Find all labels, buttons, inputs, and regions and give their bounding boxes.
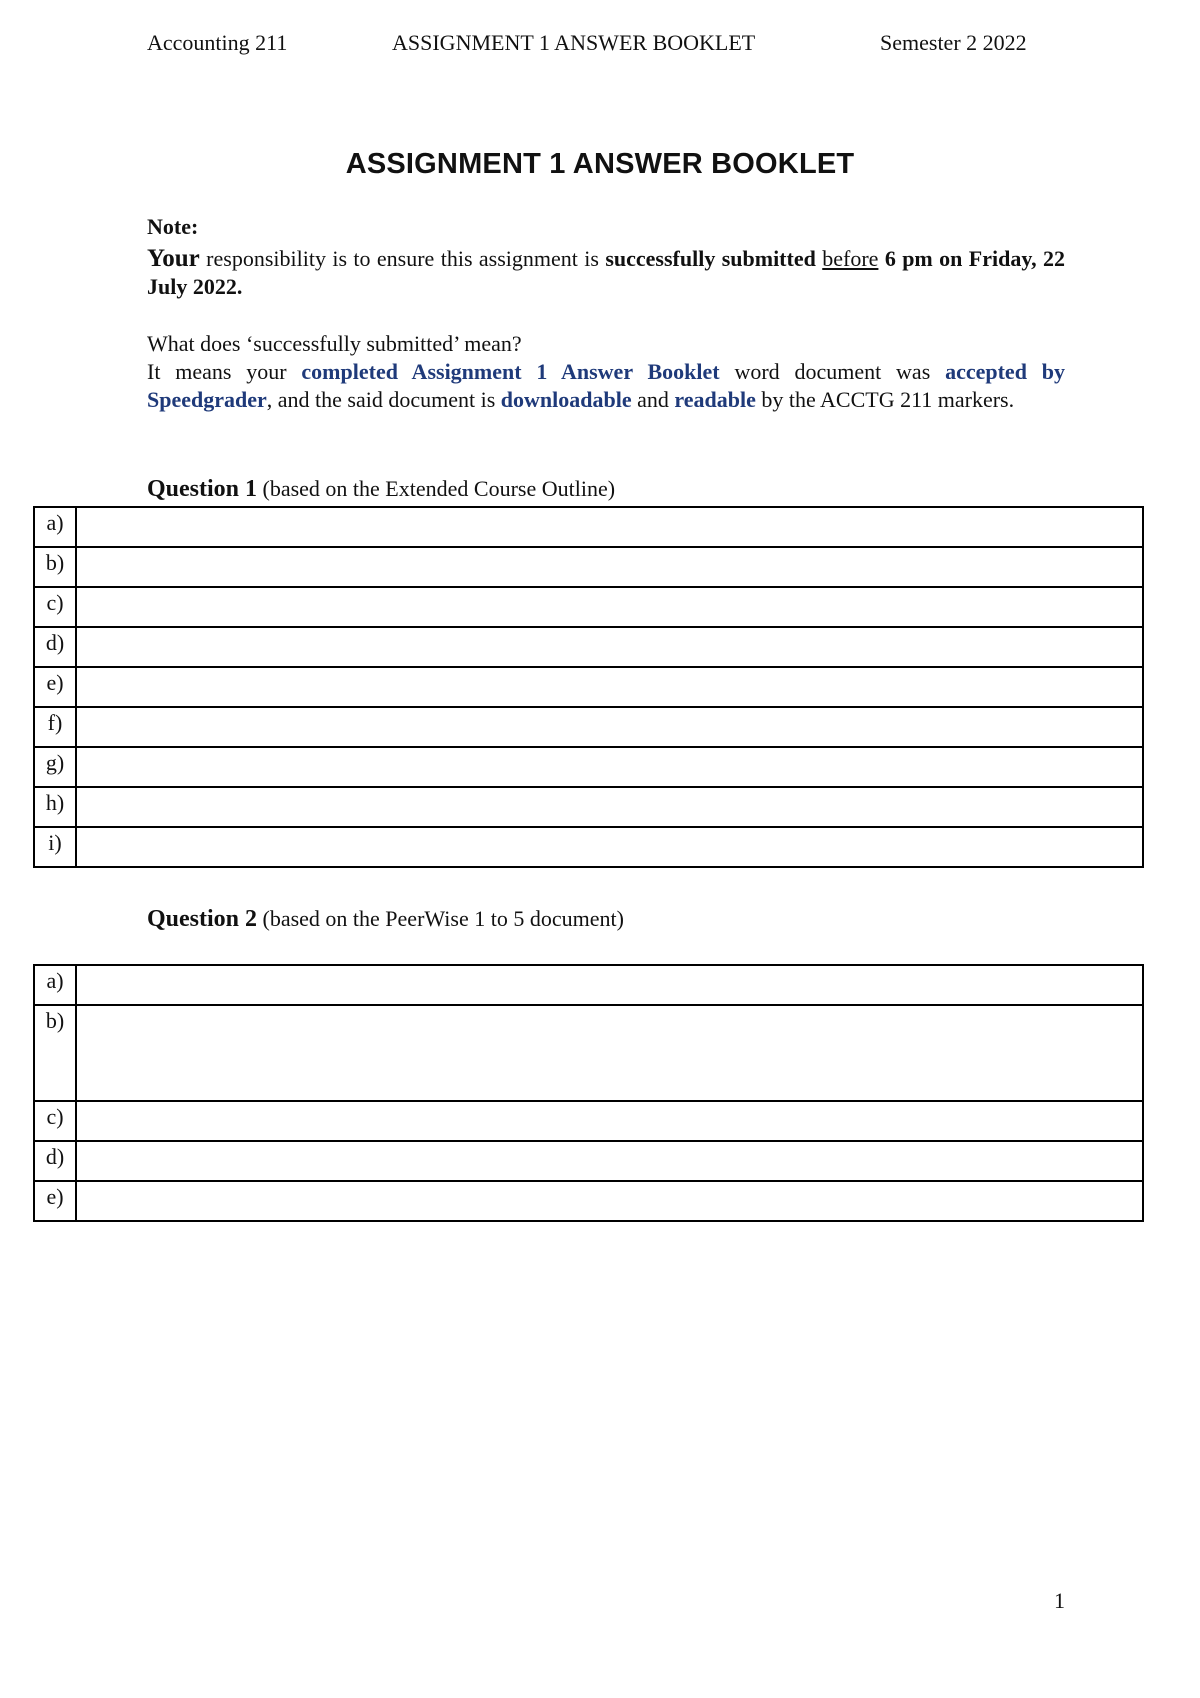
answer-cell[interactable] (76, 1101, 1143, 1141)
header-course: Accounting 211 (147, 30, 288, 55)
answer-cell[interactable] (76, 787, 1143, 827)
meaning-paragraph (147, 358, 1065, 414)
answer-cell[interactable] (76, 1181, 1143, 1221)
question2-answer-table (33, 964, 1144, 1222)
answer-cell[interactable] (76, 707, 1143, 747)
question1-heading (147, 476, 615, 503)
question1-subtitle: (based on the Extended Course Outline) (257, 476, 616, 501)
answer-cell[interactable] (76, 587, 1143, 627)
row-label: c) (34, 1101, 76, 1141)
answer-cell[interactable] (76, 827, 1143, 867)
answer-row (34, 1181, 1143, 1221)
question1-title: Question 1 (147, 476, 258, 502)
question2-heading (147, 906, 624, 933)
answer-cell[interactable] (76, 965, 1143, 1005)
row-label: a) (34, 507, 76, 547)
answer-cell[interactable] (76, 1141, 1143, 1181)
meaning-downloadable: downloadable (500, 387, 632, 412)
note-your: Your (147, 245, 200, 272)
note-label: Note: (147, 214, 199, 239)
answer-row (34, 827, 1143, 867)
answer-row (34, 547, 1143, 587)
answer-cell[interactable] (76, 1005, 1143, 1101)
row-label: e) (34, 1181, 76, 1221)
answer-row (34, 965, 1143, 1005)
row-label: c) (34, 587, 76, 627)
answer-cell[interactable] (76, 667, 1143, 707)
answer-cell[interactable] (76, 747, 1143, 787)
answer-cell[interactable] (76, 547, 1143, 587)
note-text-1: responsibility is to ensure this assignment is (199, 246, 606, 271)
header-title: ASSIGNMENT 1 ANSWER BOOKLET (392, 30, 756, 55)
answer-row (34, 587, 1143, 627)
answer-row (34, 1101, 1143, 1141)
question2-title: Question 2 (147, 906, 258, 932)
row-label: h) (34, 787, 76, 827)
row-label: d) (34, 627, 76, 667)
answer-cell[interactable] (76, 627, 1143, 667)
row-label: b) (34, 1005, 76, 1101)
question2-subtitle: (based on the PeerWise 1 to 5 document) (257, 906, 624, 931)
answer-row (34, 1005, 1143, 1101)
answer-row (34, 747, 1143, 787)
note-successfully-submitted: successfully submitted (605, 246, 816, 271)
row-label: e) (34, 667, 76, 707)
answer-row (34, 627, 1143, 667)
row-label: f) (34, 707, 76, 747)
answer-cell[interactable] (76, 507, 1143, 547)
note-paragraph (147, 245, 1065, 301)
row-label: d) (34, 1141, 76, 1181)
meaning-completed: completed Assignment 1 Answer Booklet (301, 359, 720, 384)
meaning-text-2: word document was (719, 359, 946, 384)
meaning-text-3: , and the said document is (266, 387, 501, 412)
row-label: i) (34, 827, 76, 867)
answer-row (34, 787, 1143, 827)
document-title: ASSIGNMENT 1 ANSWER BOOKLET (345, 148, 855, 180)
answer-row (34, 707, 1143, 747)
answer-row (34, 667, 1143, 707)
row-label: b) (34, 547, 76, 587)
answer-row (34, 507, 1143, 547)
row-label: g) (34, 747, 76, 787)
meaning-text-5: by the ACCTG 211 markers. (755, 387, 1015, 412)
meaning-question: What does ‘successfully submitted’ mean? (147, 331, 522, 356)
row-label: a) (34, 965, 76, 1005)
note-deadline: 6 pm on Friday, 22 July 2022. (147, 246, 1065, 299)
meaning-accepted: accepted by Speedgrader (147, 359, 1065, 412)
header-semester: Semester 2 2022 (880, 30, 1027, 55)
meaning-text-4: and (631, 387, 675, 412)
meaning-text-1: It means your (147, 359, 302, 384)
note-before: before (822, 246, 879, 271)
answer-row (34, 1141, 1143, 1181)
question1-answer-table (33, 506, 1144, 868)
meaning-readable: readable (674, 387, 756, 412)
page-number: 1 (1054, 1588, 1065, 1613)
